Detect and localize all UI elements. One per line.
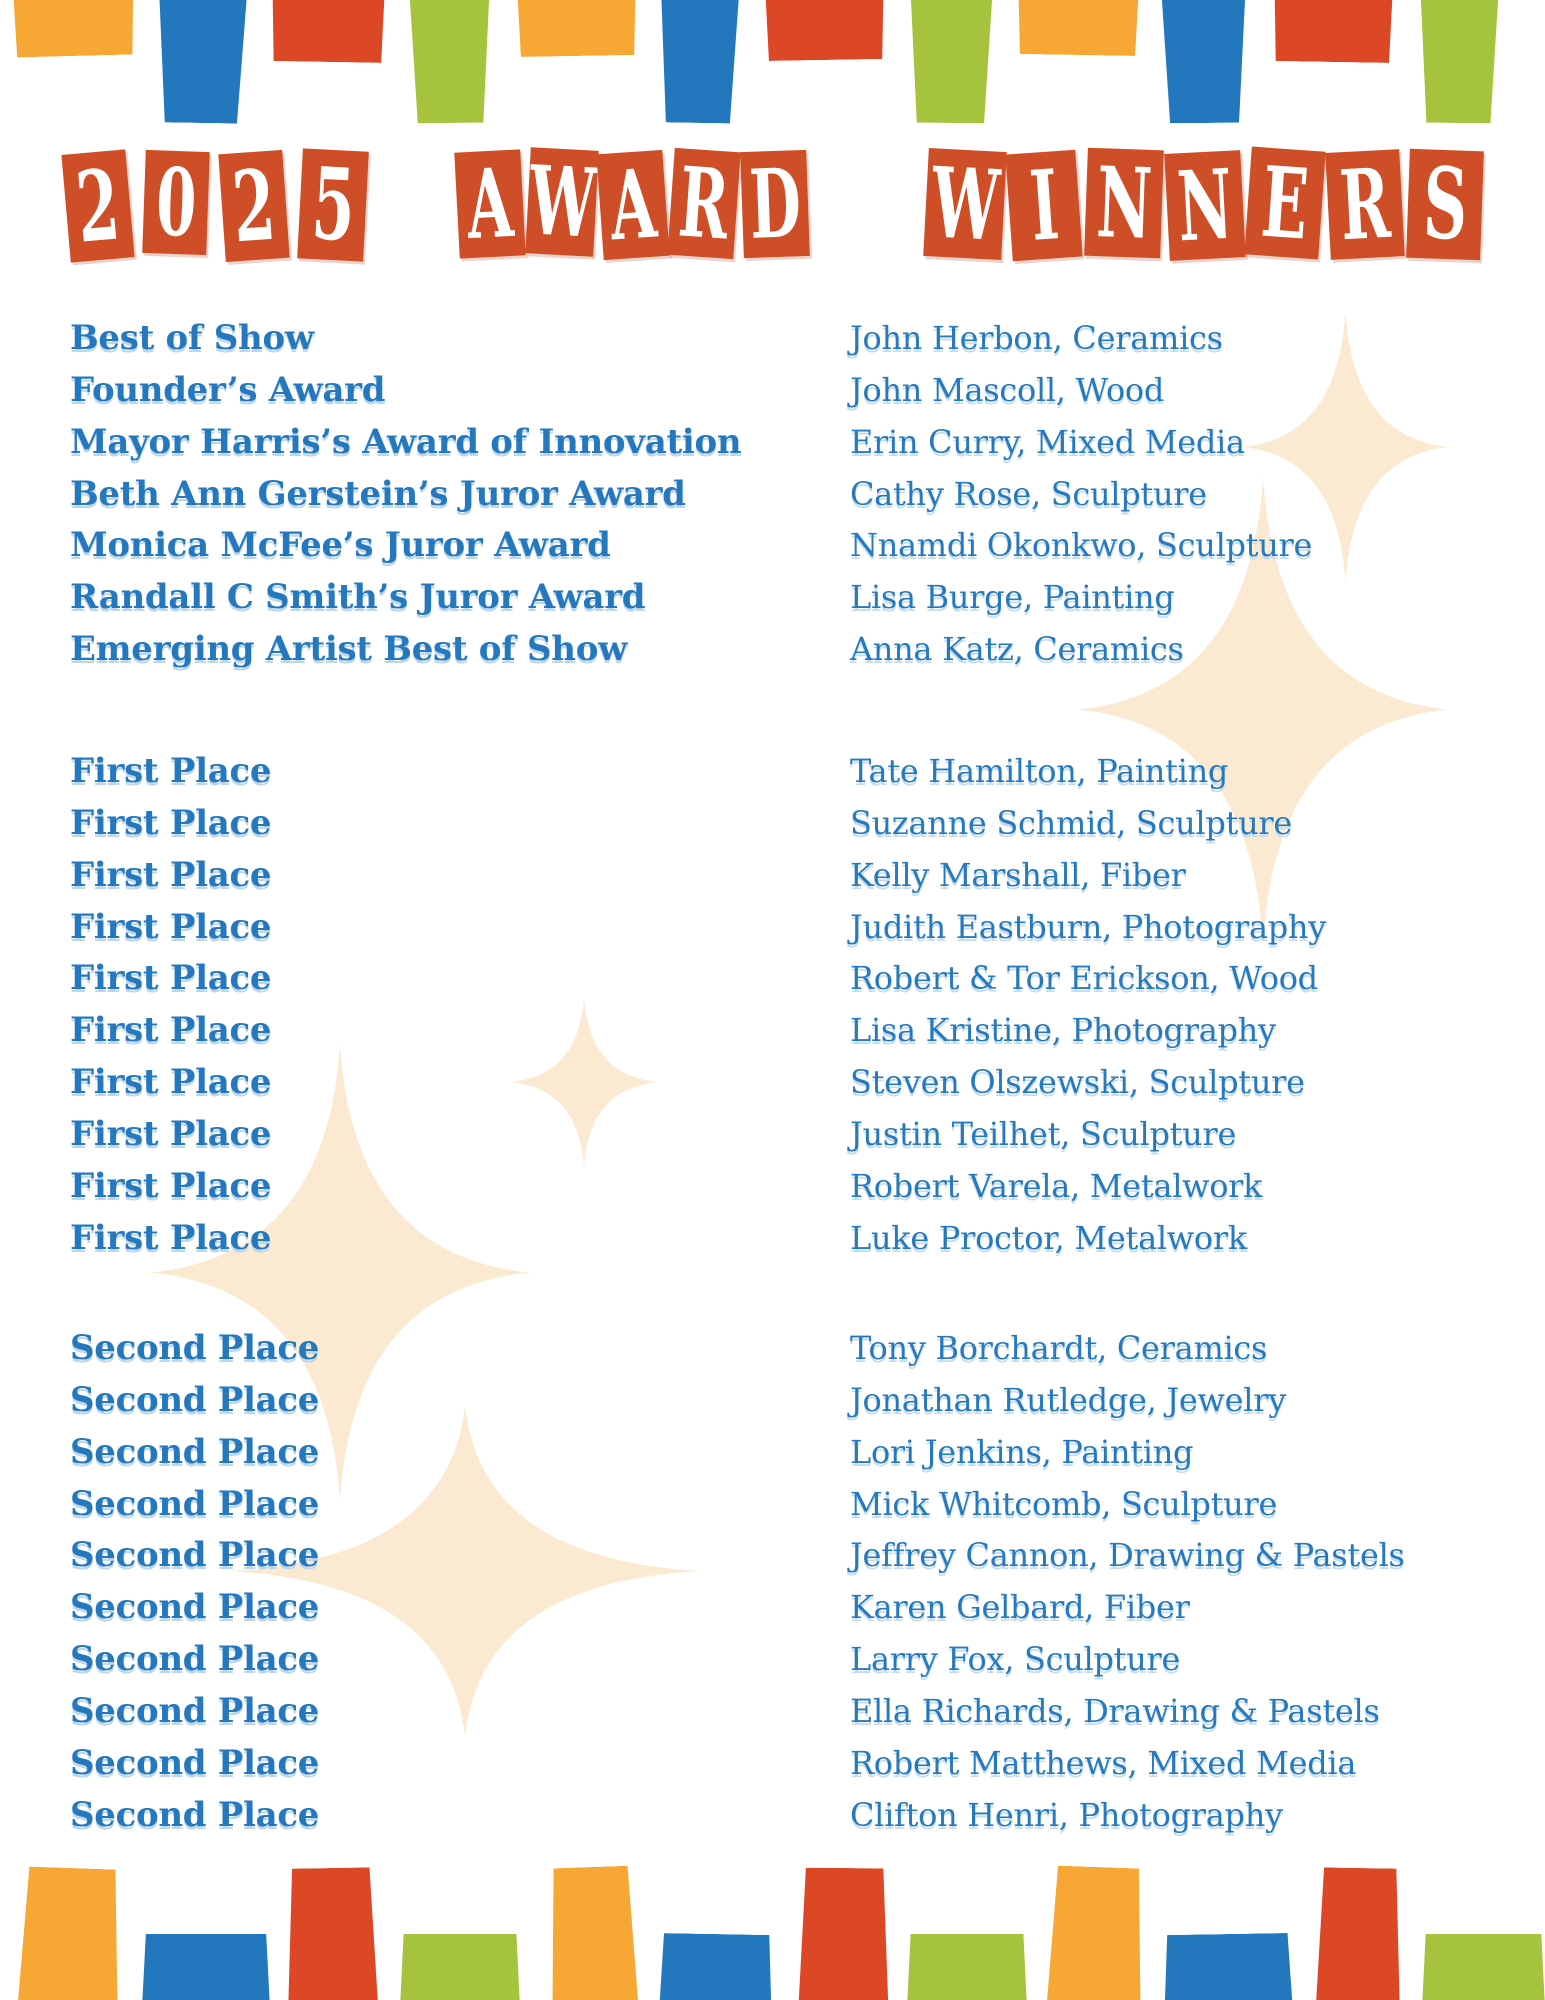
banner-trapezoid-yellow <box>1047 1865 1146 2000</box>
section-special-awards <box>0 312 1545 675</box>
award-winner-value: John Herbon, Ceramics <box>850 319 1223 357</box>
award-row <box>0 797 1545 849</box>
title-letter-tile <box>218 147 289 264</box>
award-label: Monica McFee’s Juror Award <box>70 525 611 566</box>
award-winner-value: Ella Richards, Drawing & Pastels <box>850 1691 1380 1730</box>
award-label: First Place <box>70 1165 272 1206</box>
section-second-place <box>0 1322 1545 1841</box>
award-row <box>0 1478 1545 1530</box>
award-row <box>0 1004 1545 1056</box>
award-row <box>0 745 1545 797</box>
title-letter-tile <box>923 144 1007 263</box>
title-letter: A <box>606 148 660 262</box>
title-letter-tile <box>61 146 134 265</box>
title-letter: W <box>928 144 1002 263</box>
award-winner-value: Tate Hamilton, Painting <box>850 752 1229 790</box>
award-row <box>0 1160 1545 1212</box>
award-row <box>0 1529 1545 1581</box>
award-label: Second Place <box>70 1587 320 1628</box>
banner-trapezoid-red <box>1316 1867 1402 2000</box>
award-row <box>0 1212 1545 1264</box>
award-label: Second Place <box>70 1431 320 1472</box>
title-letter-tile <box>142 147 210 258</box>
award-row <box>0 1108 1545 1160</box>
award-winner-value: Nnamdi Okonkwo, Sculpture <box>850 526 1313 565</box>
title-letter: 0 <box>154 147 198 258</box>
award-row <box>0 571 1545 623</box>
award-row <box>0 416 1545 468</box>
award-winner-value: Kelly Marshall, Fiber <box>850 855 1186 894</box>
banner-trapezoid-green <box>1422 1934 1545 2000</box>
banner-trapezoid-red <box>798 1868 889 2000</box>
page-title <box>0 0 1545 290</box>
banner-trapezoid-yellow <box>18 1866 123 2000</box>
award-winner-value: Cathy Rose, Sculpture <box>850 474 1207 513</box>
award-label: Second Place <box>70 1742 320 1783</box>
title-letter-tile <box>667 144 740 262</box>
award-winner-value: Steven Olszewski, Sculpture <box>850 1063 1305 1102</box>
award-row <box>0 468 1545 520</box>
section-first-place <box>0 745 1545 1264</box>
award-label: Second Place <box>70 1794 320 1835</box>
title-letter-tile <box>1164 147 1245 263</box>
title-letter: 5 <box>308 145 358 264</box>
award-label: Best of Show <box>70 318 314 358</box>
award-row <box>0 312 1545 364</box>
title-letter-tile <box>596 150 669 260</box>
award-label: First Place <box>70 1010 272 1051</box>
title-letter: A <box>464 147 516 261</box>
award-winner-value: Tony Borchardt, Ceramics <box>850 1329 1268 1367</box>
award-row <box>0 1737 1545 1789</box>
title-letter: N <box>1094 144 1154 261</box>
award-row <box>0 1374 1545 1426</box>
award-winner-value: Lisa Kristine, Photography <box>850 1011 1276 1050</box>
title-letter: 2 <box>229 147 279 264</box>
title-letter-tile <box>740 147 810 261</box>
title-letter: E <box>1258 144 1312 261</box>
title-letter: W <box>526 144 598 260</box>
award-winner-value: Judith Eastburn, Photography <box>850 907 1327 946</box>
award-row <box>0 1581 1545 1633</box>
award-label: Mayor Harris’s Award of Innovation <box>70 421 742 462</box>
title-letter-tile <box>1244 144 1325 261</box>
award-row <box>0 1685 1545 1737</box>
award-label: Second Place <box>70 1483 320 1524</box>
title-letter: I <box>1026 147 1062 263</box>
award-winner-value: Erin Curry, Mixed Media <box>850 422 1245 461</box>
banner-trapezoid-blue <box>1163 1933 1292 2000</box>
banner-bottom <box>0 1855 1545 2000</box>
award-winner-value: Robert Varela, Metalwork <box>850 1166 1263 1205</box>
award-label: Second Place <box>70 1639 320 1680</box>
award-label: Second Place <box>70 1328 320 1368</box>
banner-trapezoid-green <box>400 1934 520 2000</box>
award-label: First Place <box>70 1113 272 1154</box>
award-winner-value: Luke Proctor, Metalwork <box>850 1218 1247 1257</box>
award-label: Second Place <box>70 1535 320 1576</box>
award-label: Second Place <box>70 1379 320 1420</box>
award-label: First Place <box>70 854 272 895</box>
award-label: First Place <box>70 1062 272 1103</box>
award-winner-value: Robert & Tor Erickson, Wood <box>850 959 1318 998</box>
award-row <box>0 1633 1545 1685</box>
banner-trapezoid-yellow <box>548 1866 639 2000</box>
title-letter: D <box>747 147 803 261</box>
award-winner-value: Anna Katz, Ceramics <box>850 630 1184 669</box>
award-winner-value: Jonathan Rutledge, Jewelry <box>850 1380 1286 1419</box>
award-row <box>0 1322 1545 1374</box>
award-winner-value: Mick Whitcomb, Sculpture <box>850 1484 1278 1523</box>
award-winner-value: Lori Jenkins, Painting <box>850 1432 1194 1471</box>
award-label: Beth Ann Gerstein’s Juror Award <box>70 473 686 514</box>
title-letter: R <box>1337 146 1393 262</box>
banner-trapezoid-blue <box>659 1933 772 2000</box>
title-letter-tile <box>297 145 369 264</box>
award-winner-value: Jeffrey Cannon, Drawing & Pastels <box>850 1536 1405 1575</box>
title-letter: 2 <box>72 146 124 265</box>
award-row <box>0 519 1545 571</box>
award-row <box>0 901 1545 953</box>
title-letter: R <box>675 144 733 262</box>
title-letter-tile <box>1005 147 1082 263</box>
award-winner-value: Suzanne Schmid, Sculpture <box>850 803 1293 842</box>
award-label: First Place <box>70 958 272 999</box>
award-row <box>0 1789 1545 1841</box>
award-row <box>0 623 1545 675</box>
award-winner-value: Larry Fox, Sculpture <box>850 1640 1181 1679</box>
award-row <box>0 1056 1545 1108</box>
award-row <box>0 849 1545 901</box>
banner-trapezoid-green <box>907 1934 1027 2000</box>
title-letter-tile <box>1084 144 1164 261</box>
award-label: First Place <box>70 802 272 843</box>
award-row <box>0 952 1545 1004</box>
award-winner-value: Robert Matthews, Mixed Media <box>850 1743 1357 1782</box>
title-letter-tile <box>1325 146 1404 262</box>
award-row <box>0 364 1545 416</box>
title-letter: N <box>1174 147 1236 263</box>
award-label: Emerging Artist Best of Show <box>70 629 628 670</box>
award-label: Founder’s Award <box>70 369 386 410</box>
award-winner-value: Karen Gelbard, Fiber <box>850 1588 1190 1627</box>
award-label: Second Place <box>70 1690 320 1731</box>
award-label: First Place <box>70 751 272 791</box>
award-label: First Place <box>70 1217 272 1258</box>
title-letter-tile <box>525 144 598 260</box>
banner-trapezoid-blue <box>142 1934 270 2000</box>
title-letter-tile <box>1406 145 1484 263</box>
award-winner-value: Justin Teilhet, Sculpture <box>850 1114 1237 1153</box>
award-label: Randall C Smith’s Juror Award <box>70 577 646 618</box>
award-row <box>0 1426 1545 1478</box>
award-winner-value: Clifton Henri, Photography <box>850 1795 1283 1834</box>
award-winner-value: John Mascoll, Wood <box>850 370 1165 409</box>
award-winner-value: Lisa Burge, Painting <box>850 578 1175 617</box>
banner-trapezoid-red <box>286 1867 378 2000</box>
title-letter: S <box>1421 145 1469 263</box>
title-letter-tile <box>454 147 525 261</box>
award-label: First Place <box>70 906 272 947</box>
